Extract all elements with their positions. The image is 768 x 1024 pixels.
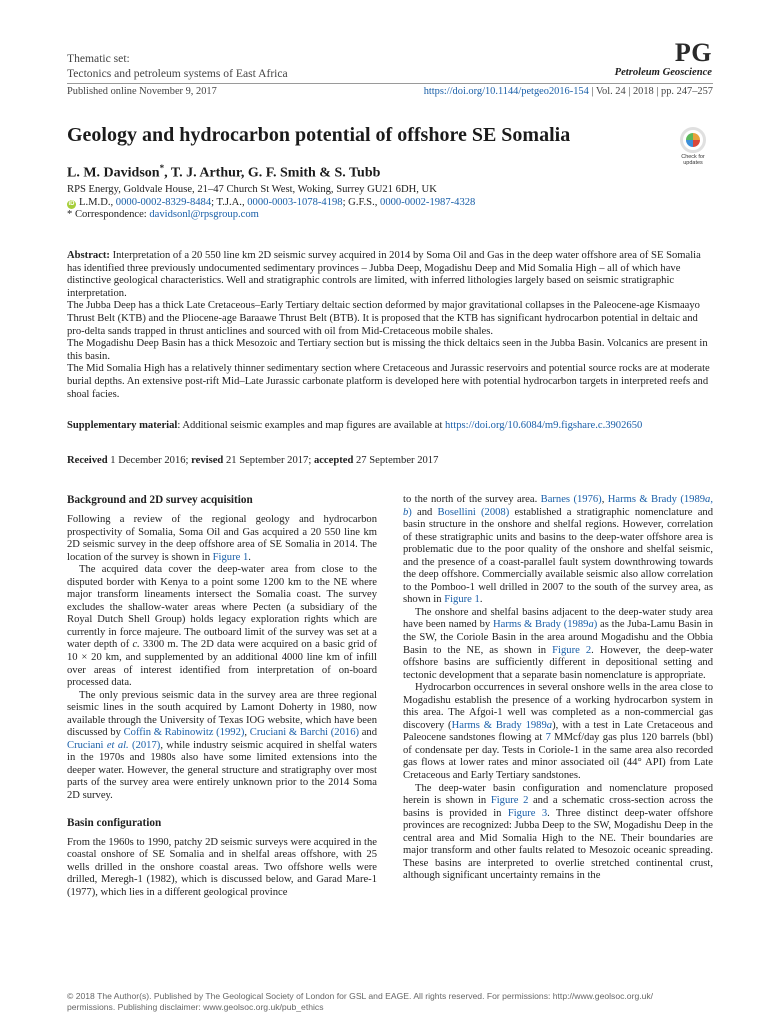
section-heading: Background and 2D survey acquisition (67, 494, 253, 506)
figshare-link[interactable]: https://doi.org/10.6084/m9.figshare.c.3902650 (445, 420, 643, 431)
journal-logo: PG (674, 38, 712, 67)
orcid-link[interactable]: 0000-0002-1987-4328 (380, 196, 476, 208)
citation-link[interactable]: Harms & Brady 1989a (451, 719, 553, 731)
citation-link[interactable]: Cruciani et al. (2017) (67, 739, 161, 751)
citation-link[interactable]: Harms & Brady (1989a, b) (403, 494, 713, 518)
volume-info: | Vol. 24 | 2018 | pp. 247–257 (588, 86, 713, 97)
section-heading: Basin configuration (67, 816, 162, 829)
body-paragraph: to the north of the survey area. Barnes (1976), Harms & Brady (1989a, b) and Bosellini (2008) established a stratigraphic nomenclature and basin structure in the onshore and shelfal regions. However, correlation of these stratigraphic units and basins to the deep-water offshore area is problematic due to the poor quality of the onshore and shelfal seismic, and the presence of a coast-parallel fault system downthrowing towards the deep offshore. Commercially available seismic also allow correlation to the Pomboo-1 well drilled in 2007 to the south of the survey area, as shown in Figure 1. (403, 494, 713, 606)
figure-link[interactable]: Figure 3 (507, 807, 548, 819)
orcid-line: iD L.M.D., 0000-0002-8329-8484; T.J.A., 0000-0003-1078-4198; G.F.S., 0000-0002-1987-4328 (68, 196, 476, 208)
affiliation-address: RPS Energy, Goldvale House, 21–47 Church St West, Woking, Surrey GU21 6DH, UK (67, 184, 437, 195)
publication-date: Published online November 9, 2017 (67, 86, 217, 97)
figure-link[interactable]: Figure 1 (212, 551, 249, 563)
author-name: L. M. Davidson (67, 165, 160, 181)
abstract-paragraph: Abstract: Interpretation of a 20 550 line km 2D seismic survey acquired in 2014 by Soma Oil and Gas in the deep water offshore area of SE Somalia has identified three previously undocumented sedimentary provinces – Jubba Deep, Mogadishu Deep and Mid Somalia High – all of which have distinctive geological characteristics. Well and stratigraphic controls are limited, with inferred lithologies largely based on seismic stratigraphic interpretation. (67, 250, 701, 299)
orcid-link[interactable]: 0000-0002-8329-8484 (115, 196, 212, 208)
right-column (403, 494, 713, 883)
check-for-updates-label: Check for updates (681, 154, 705, 166)
article-reference (300, 86, 713, 97)
other-authors: , T. J. Arthur, G. F. Smith & S. Tubb (164, 165, 381, 181)
corresponding-mark: * (159, 163, 165, 173)
check-for-updates-badge[interactable] (676, 127, 710, 166)
left-column (67, 494, 377, 899)
abstract-paragraph: The Mogadishu Deep Basin has a thick Mesozoic and Tertiary section but is missing the thick deltaics seen in the Jubba Basin. Volcanics are present in this basin. (67, 338, 708, 362)
doi-link[interactable]: https://doi.org/10.1144/petgeo2016-154 (423, 86, 589, 97)
citation-link[interactable]: Harms & Brady (1989a) (492, 619, 598, 631)
header-divider (67, 83, 713, 84)
abstract-paragraph: The Jubba Deep has a thick Late Cretaceous–Early Tertiary deltaic section deformed by major gravitational collapses in the Paleocene-age Kismaayo Thrust Belt (KTB) and the Pliocene-age Baraawe Thrust Belt (BTB). It is proposed that the KTB has significant hydrocarbon potential in deltaic and pro-delta sands trapped in thrust anticlines and sourced with oil from Mid-Cretaceous mobile shales. (67, 300, 700, 337)
figure-link[interactable]: Figure 2 (552, 644, 592, 656)
body-paragraph: From the 1960s to 1990, patchy 2D seismic surveys were acquired in the coastal onshore of SE Somalia and in shelfal areas offshore, with 25 wells drilled in the onshore coastal areas. Two offshore wells were drilled, Meregh-1 (1982), which is discussed below, and Garad Mare-1 (1977), which lies in a different geological province (67, 836, 377, 898)
figure-link[interactable]: Figure 2 (490, 795, 529, 807)
figure-link[interactable]: Figure 1 (444, 594, 480, 606)
check-for-updates-icon (680, 127, 706, 153)
abstract-paragraph: The Mid Somalia High has a relatively thinner sedimentary section where Cretaceous and Jurassic reservoirs and potential source rocks are at moderate burial depths. An extensive post-rift Mid–Late Jurassic carbonate platform is developed here with potential hydrocarbon targets in interpreted reefs and shoal facies. (67, 363, 710, 400)
body-paragraph: The deep-water basin configuration and nomenclature proposed herein is shown in Figure 2 and a schematic cross-section across the basins is provided in Figure 3. Three distinct deep-water offshore provinces are recognized: Jubba Deep to the SW, Mogadishu Deep in the central area and Mid Somalia High to the NE. Their boundaries are major transform and other faults related to Mesozoic oceanic spreading. These basins are interpreted to overlie stretched continental crust, although significant uncertainty remains in the (403, 782, 713, 882)
email-link[interactable]: davidsonl@rpsgroup.com (149, 209, 259, 221)
thematic-title: Tectonics and petroleum systems of East Africa (67, 67, 288, 80)
journal-name: Petroleum Geoscience (614, 67, 712, 78)
body-paragraph: The acquired data cover the deep-water area from close to the disputed border with Kenya to a point some 1200 km to the NE where major transform lineaments intersect the Somalia coast. The survey excludes the shallow-water areas where Pecten (a subsidiary of the Royal Dutch Shell Group) holds legacy exploration rights which are currently in force majeure. The outboard limit of the survey was set at a water depth of c. 3300 m. The 2D data were acquired on a basic grid of 10 × 20 km, and supplemented by an additional 4000 line km of infill over areas of interest identified from interpretation of on-board processed data. (67, 564, 377, 689)
citation-link[interactable]: Barnes (1976) (540, 494, 602, 505)
citation-link[interactable]: Coffin & Rabinowitz (1992) (123, 727, 245, 739)
disclaimer-line: permissions. Publishing disclaimer: www.geolsoc.org.uk/pub_ethics (67, 1002, 324, 1012)
abstract (67, 250, 713, 401)
citation-link[interactable]: Cruciani & Barchi (2016) (249, 727, 360, 739)
copyright-footer (67, 991, 713, 1013)
affiliation-block (67, 184, 475, 222)
body-paragraph: The only previous seismic data in the survey area are three regional seismic lines in the south acquired by Lamont Doherty in 1980, now available through the University of Texas IOG website, which have been discussed by Coffin & Rabinowitz (1992), Cruciani & Barchi (2016) and Cruciani et al. (2017), while industry seismic acquired in shelfal waters in the 1970s and 1980s also have some limited extensions into the deeper water. However, the general structure and stratigraphy over most parts of the survey area were entirely unknown prior to the 2014 Soma 2D survey. (67, 689, 377, 802)
supplementary-material: Supplementary material: Additional seismic examples and map figures are available at https://doi.org/10.6084/m9.figshare.c.3902650 (67, 420, 643, 431)
copyright-line: © 2018 The Author(s). Published by The Geological Society of London for GSL and EAGE. All rights reserved. For permissions: http://www.geolsoc.org.uk/ (67, 991, 654, 1001)
citation-link[interactable]: Bosellini (2008) (437, 506, 510, 518)
thematic-label: Thematic set: (67, 52, 130, 65)
orcid-icon: iD (68, 200, 75, 207)
page-title: Geology and hydrocarbon potential of offshore SE Somalia (67, 124, 571, 146)
reference-link[interactable]: 7 (545, 732, 551, 744)
author-list (67, 163, 380, 182)
body-paragraph: Hydrocarbon occurrences in several onshore wells in the area close to Mogadishu establish the presence of a working hydrocarbon system in this area. The Afgoi-1 well was completed as a non-commercial gas discovery (Harms & Brady 1989a), with a test in Late Cretaceous and Paleocene sandstones flowing at 7 MMcf/day gas plus 120 barrels (bbl) of condensate per day. Tests in Coriole-1 in the same area also recorded gas flows at lower rates and minor associated oil (44° API) from Late Cretaceous and Early Tertiary sandstones. (403, 682, 713, 782)
abstract-label: Abstract: (67, 250, 110, 261)
thematic-set (67, 51, 288, 81)
body-paragraph: Following a review of the regional geology and hydrocarbon prospectivity of Somalia, Soma Oil and Gas acquired a 20 550 line km 2D seismic survey in the deep offshore area of SE Somalia in 2014. The location of the survey is shown in Figure 1. (67, 514, 377, 563)
supplementary-label: Supplementary material (67, 420, 178, 431)
correspondence-line: * Correspondence: davidsonl@rpsgroup.com (67, 209, 259, 221)
body-paragraph: The onshore and shelfal basins adjacent to the deep-water study area have been named by Harms & Brady (1989a) as the Juba-Lamu Basin in the SW, the Coriole Basin in the area around Mogadishu and the Obbia Basin to the NE, as shown in Figure 2. However, the deep-water offshore basins are sufficiently different in depositional setting and tectonic development that a separate basin nomenclature is appropriate. (403, 606, 714, 681)
article-history: Received 1 December 2016; revised 21 September 2017; accepted 27 September 2017 (67, 455, 439, 466)
orcid-link[interactable]: 0000-0003-1078-4198 (247, 196, 343, 208)
